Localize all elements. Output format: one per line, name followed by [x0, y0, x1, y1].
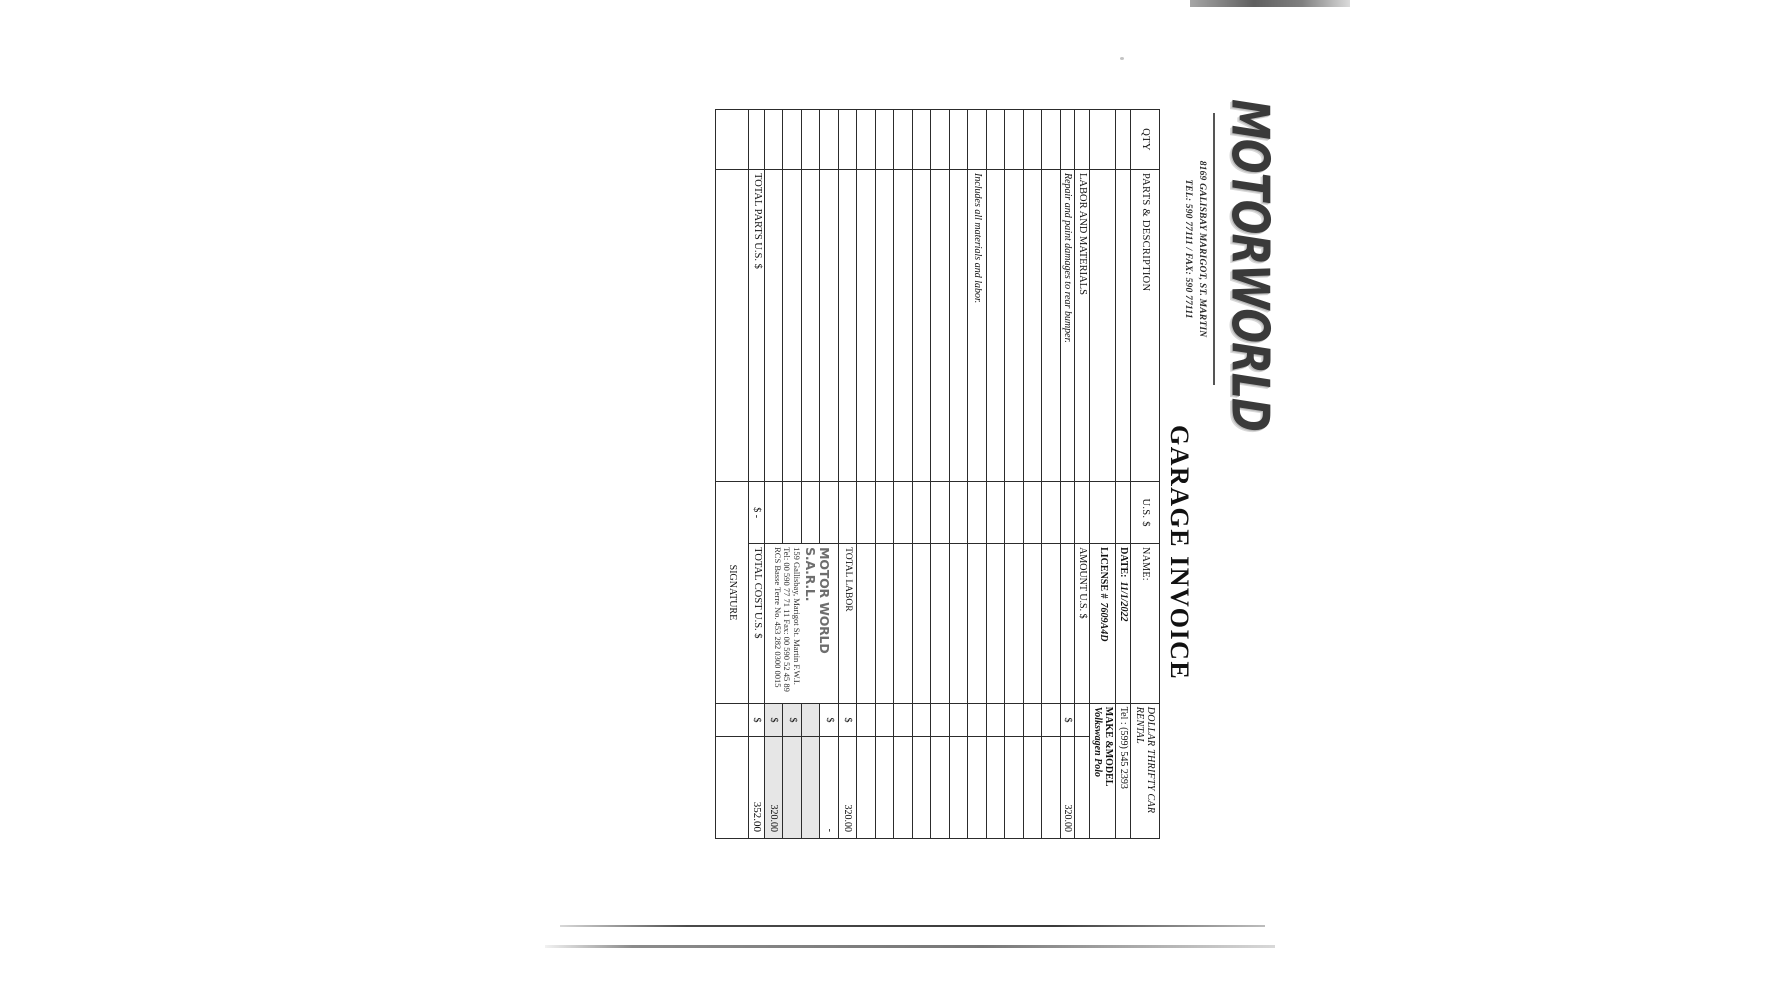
- qty-cell: [783, 110, 802, 170]
- field-license: [1090, 544, 1116, 704]
- line-item-labor: [1075, 110, 1090, 839]
- amount-label-spacer: [1060, 544, 1075, 704]
- table-blank-row: [1005, 110, 1024, 839]
- label-cell: [894, 544, 913, 704]
- usd-cell: [1075, 482, 1090, 544]
- currency-cell: [912, 703, 931, 737]
- usd-cell: [838, 482, 857, 544]
- table-blank-row: [894, 110, 913, 839]
- totals-amount: 320.00: [838, 737, 857, 839]
- total-parts-currency: $ -: [749, 482, 765, 544]
- currency-cell: [875, 703, 894, 737]
- desc-cell: [1090, 169, 1116, 481]
- customer-row-date: [1116, 110, 1131, 839]
- amount-cell: [1005, 737, 1024, 839]
- qty-cell: [1075, 110, 1090, 170]
- label-cell: [857, 544, 876, 704]
- desc-cell: [764, 169, 783, 481]
- brand-logo-text: MOTORWORLD: [1220, 99, 1280, 431]
- desc-cell: [1005, 169, 1024, 481]
- amount-cell: [716, 737, 749, 839]
- qty-cell: [949, 110, 968, 170]
- total-parts-label: TOTAL PARTS U.S. $: [749, 169, 765, 481]
- usd-cell: [1090, 482, 1116, 544]
- field-value-date: 11/1/2022: [1118, 581, 1129, 622]
- qty-cell: [1005, 110, 1024, 170]
- usd-cell: [801, 482, 820, 544]
- scanned-invoice-page: [727, 95, 1280, 855]
- company-stamp: [764, 544, 838, 704]
- usd-cell: [857, 482, 876, 544]
- desc-cell: [801, 169, 820, 481]
- header-amount-usd: AMOUNT U.S. $: [1075, 544, 1090, 704]
- field-value-name: DOLLAR THRIFTY CAR RENTAL: [1131, 703, 1160, 838]
- desc-cell: [857, 169, 876, 481]
- scan-artifact-bottom-line-2: [545, 945, 1275, 948]
- currency-cell: [1023, 703, 1042, 737]
- qty-cell: [986, 110, 1005, 170]
- page-title: GARAGE INVOICE: [1165, 425, 1194, 681]
- qty-cell: [912, 110, 931, 170]
- desc-cell: [1042, 169, 1061, 481]
- line-item-note: [1060, 110, 1075, 839]
- qty-cell: [716, 110, 749, 170]
- currency-cell: [1005, 703, 1024, 737]
- header-parts-description: PARTS & DESCRIPTION: [1131, 169, 1160, 481]
- qty-cell: [1116, 110, 1131, 170]
- stamp-line-3: RCS Basse Terre No. 453 282 0300 0015: [772, 547, 783, 688]
- label-cell: [931, 544, 950, 704]
- label-cell: [912, 544, 931, 704]
- amount-cell: [857, 737, 876, 839]
- label-cell: [1023, 544, 1042, 704]
- header-usd: U.S. $: [1131, 482, 1160, 544]
- field-label-date: DATE:: [1118, 547, 1129, 578]
- currency-cell: [894, 703, 913, 737]
- totals-amount: [801, 737, 820, 839]
- scan-speck: [1120, 57, 1124, 60]
- qty-cell: [764, 110, 783, 170]
- qty-cell: [968, 110, 987, 170]
- table-blank-row: [949, 110, 968, 839]
- desc-cell: [912, 169, 931, 481]
- amount-value: 320.00: [1060, 737, 1075, 839]
- field-label-license: LICENSE #: [1097, 547, 1109, 599]
- label-cell: [968, 544, 987, 704]
- letterhead-rule: [1213, 113, 1215, 385]
- amount-cell: [968, 737, 987, 839]
- signature-row: [716, 110, 749, 839]
- currency-cell: [949, 703, 968, 737]
- desc-cell: [1116, 169, 1131, 481]
- signature-spacer: [716, 169, 749, 481]
- table-blank-row: [968, 110, 987, 839]
- desc-cell: [875, 169, 894, 481]
- totals-currency: $: [764, 703, 783, 737]
- line-item-label-labor: LABOR AND MATERIALS: [1075, 169, 1090, 481]
- usd-cell: [931, 482, 950, 544]
- qty-cell: [931, 110, 950, 170]
- usd-cell: [1042, 482, 1061, 544]
- grand-total-amount: 352.00: [749, 737, 765, 839]
- currency-cell: [931, 703, 950, 737]
- scan-artifact-bottom-line-1: [560, 925, 1265, 927]
- usd-cell: [894, 482, 913, 544]
- qty-cell: [838, 110, 857, 170]
- desc-cell: [1023, 169, 1042, 481]
- totals-amount: -: [820, 737, 839, 839]
- usd-cell: [1060, 482, 1075, 544]
- grand-total-label: TOTAL COST U.S. $: [749, 544, 765, 704]
- letterhead-address: 8169 GALISBAY MARIGOT, ST. MARTIN: [1197, 160, 1207, 338]
- field-label-name: NAME:: [1131, 544, 1160, 704]
- qty-cell: [801, 110, 820, 170]
- usd-cell: [1116, 482, 1131, 544]
- desc-cell: [820, 169, 839, 481]
- header-qty: QTY: [1131, 110, 1160, 170]
- stamp-company-name: MOTOR WORLD S.A.R.L.: [802, 547, 832, 654]
- line-item-note-text: Repair and paint damages to rear bumper.: [1060, 169, 1075, 481]
- table-blank-row: [1023, 110, 1042, 839]
- table-blank-row: [1042, 110, 1061, 839]
- usd-cell: [875, 482, 894, 544]
- usd-cell: [783, 482, 802, 544]
- line-item-includes-text: Includes all materials and labor.: [968, 169, 987, 481]
- qty-cell: [875, 110, 894, 170]
- totals-amount: 320.00: [764, 737, 783, 839]
- signature-label: SIGNATURE: [716, 482, 749, 704]
- scan-artifact-top: [1190, 0, 1350, 7]
- qty-cell: [894, 110, 913, 170]
- grand-total-currency: $: [749, 703, 765, 737]
- field-value-make-model: Volkswagen Polo: [1092, 706, 1103, 778]
- usd-cell: [820, 482, 839, 544]
- totals-label: TOTAL LABOR: [838, 544, 857, 704]
- amount-cell: [931, 737, 950, 839]
- usd-cell: [986, 482, 1005, 544]
- table-blank-row: [783, 110, 802, 839]
- table-blank-row: [857, 110, 876, 839]
- amount-cell: [949, 737, 968, 839]
- stamp-line-1: 159 Gallisbay, Marigot St. Martin F.W.I.: [792, 547, 803, 685]
- label-cell: [875, 544, 894, 704]
- label-cell: [949, 544, 968, 704]
- currency-cell: [857, 703, 876, 737]
- usd-cell: [1023, 482, 1042, 544]
- currency-cell: [716, 703, 749, 737]
- table-blank-row: [875, 110, 894, 839]
- table-blank-row: [838, 110, 857, 839]
- usd-cell: [949, 482, 968, 544]
- amount-currency-spacer: [1075, 703, 1090, 737]
- letterhead-contact: TEL: 590 77111 / FAX: 590 77111: [1182, 179, 1193, 319]
- table-header-row: [1131, 110, 1160, 839]
- label-cell: [1005, 544, 1024, 704]
- amount-cell: [986, 737, 1005, 839]
- amount-spacer: [1075, 737, 1090, 839]
- totals-amount: [783, 737, 802, 839]
- stamp-line-2: Tel: 00 590 77 71 11 Fax: 00 590 52 45 89: [782, 547, 793, 692]
- amount-cell: [1042, 737, 1061, 839]
- table-blank-row: [801, 110, 820, 839]
- qty-cell: [1090, 110, 1116, 170]
- table-blank-row: [820, 110, 839, 839]
- currency-cell: [986, 703, 1005, 737]
- currency-cell: [968, 703, 987, 737]
- field-label-make-model: MAKE &MODEL: [1103, 706, 1115, 787]
- table-blank-row: [912, 110, 931, 839]
- qty-cell: [1060, 110, 1075, 170]
- field-make-model: [1090, 703, 1116, 838]
- amount-cell: [894, 737, 913, 839]
- desc-cell: [838, 169, 857, 481]
- qty-cell: [749, 110, 765, 170]
- qty-cell: [1042, 110, 1061, 170]
- field-date: [1116, 544, 1131, 704]
- desc-cell: [783, 169, 802, 481]
- field-phone: Tel : (599) 545 2393: [1116, 703, 1131, 838]
- total-parts-row: [749, 110, 765, 839]
- amount-currency: $: [1060, 703, 1075, 737]
- amount-cell: [875, 737, 894, 839]
- desc-cell: [986, 169, 1005, 481]
- table-blank-row: [986, 110, 1005, 839]
- totals-currency: $: [838, 703, 857, 737]
- desc-cell: [931, 169, 950, 481]
- customer-row-license: [1090, 110, 1116, 839]
- totals-currency: $: [820, 703, 839, 737]
- table-blank-row: [931, 110, 950, 839]
- desc-cell: [894, 169, 913, 481]
- label-cell: [1042, 544, 1061, 704]
- usd-cell: [912, 482, 931, 544]
- qty-cell: [857, 110, 876, 170]
- amount-cell: [1023, 737, 1042, 839]
- usd-cell: [764, 482, 783, 544]
- totals-currency: $: [783, 703, 802, 737]
- usd-cell: [968, 482, 987, 544]
- label-cell: [986, 544, 1005, 704]
- totals-currency: [801, 703, 820, 737]
- qty-cell: [1023, 110, 1042, 170]
- table-blank-row: [764, 110, 783, 839]
- invoice-table: [715, 109, 1160, 839]
- usd-cell: [1005, 482, 1024, 544]
- amount-cell: [912, 737, 931, 839]
- qty-cell: [820, 110, 839, 170]
- field-value-license: 7609A4D: [1097, 602, 1109, 642]
- currency-cell: [1042, 703, 1061, 737]
- letterhead: [1181, 99, 1280, 431]
- desc-cell: [949, 169, 968, 481]
